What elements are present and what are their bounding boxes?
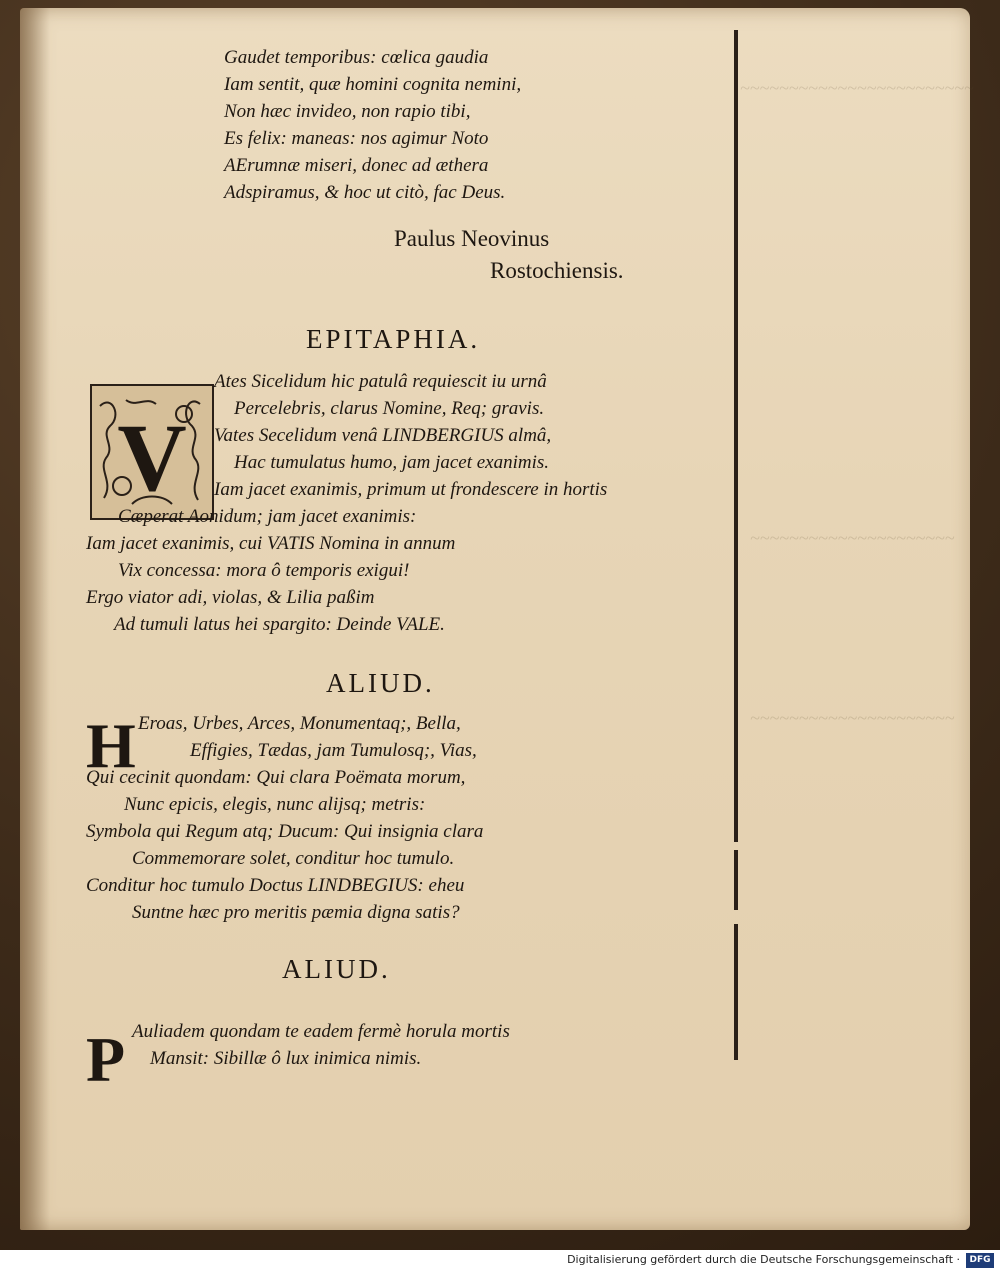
epitaphia-verse-top	[214, 368, 607, 503]
verse-line: Iam jacet exanimis, cui VATIS Nomina in annum	[86, 533, 456, 554]
verse-line: Gaudet temporibus: cœlica gaudia	[224, 47, 489, 68]
gutter-shadow	[20, 8, 50, 1230]
book-page	[20, 8, 974, 1230]
verse-line: Effigies, Tædas, jam Tumulosq;, Vias,	[190, 740, 477, 761]
verse-line: Commemorare solet, conditur hoc tumulo.	[132, 848, 455, 869]
verse-line: Es felix: maneas: nos agimur Noto	[224, 128, 489, 149]
verse-line: Nunc epicis, elegis, nunc alijsq; metris:	[124, 794, 426, 815]
verse-line: Iam jacet exanimis, primum ut frondescere in hortis	[214, 479, 608, 500]
verse-line: AErumnæ miseri, donec ad æthera	[224, 155, 489, 176]
drop-cap: P	[86, 1024, 126, 1095]
aliud-1-verse	[86, 710, 483, 926]
drop-cap: H	[86, 710, 136, 781]
verse-line: Adspiramus, & hoc ut citò, fac Deus.	[224, 182, 506, 203]
signature-place: Rostochiensis.	[490, 258, 624, 283]
verse-line: Eroas, Urbes, Arces, Monumentaq;, Bella,	[138, 713, 461, 734]
verse-line: Auliadem quondam te eadem fermè horula mortis	[132, 1021, 510, 1042]
verse-line: Hac tumulatus humo, jam jacet exanimis.	[234, 452, 550, 473]
verse-line: Qui cecinit quondam: Qui clara Poëmata morum,	[86, 767, 466, 788]
bleed-through: ~~~~~~~~~~~~~~~~~~~~~	[750, 708, 955, 728]
digitization-footer	[0, 1250, 1000, 1272]
vertical-rule	[734, 850, 738, 910]
verse-line: Vates Secelidum venâ LINDBERGIUS almâ,	[214, 425, 552, 446]
verse-line: Symbola qui Regum atq; Ducum: Qui insignia clara	[86, 821, 484, 842]
verse-line: Ergo viator adi, violas, & Lilia paßim	[86, 587, 375, 608]
verse-line: Non hæc invideo, non rapio tibi,	[224, 101, 471, 122]
top-poem	[224, 44, 521, 206]
verse-line: Mansit: Sibillæ ô lux inimica nimis.	[150, 1048, 422, 1069]
verse-line: Conditur hoc tumulo Doctus LINDBEGIUS: eheu	[86, 875, 465, 896]
verse-line: Iam sentit, quæ homini cognita nemini,	[224, 74, 522, 95]
vertical-rule	[734, 924, 738, 1060]
bleed-through: ~~~~~~~~~~~~~~~~~~~~~~~~	[740, 78, 974, 98]
aliud-2-verse	[86, 1018, 510, 1072]
ornament-initial-v-icon	[92, 386, 212, 518]
footer-credit: Digitalisierung gefördert durch die Deutsche Forschungsgemeinschaft ·	[567, 1253, 960, 1266]
vertical-rule	[734, 30, 738, 842]
decorated-initial	[90, 384, 214, 520]
bleed-through: ~~~~~~~~~~~~~~~~~~~~~	[750, 528, 955, 548]
dfg-logo: DFG	[966, 1253, 994, 1268]
signature-name: Paulus Neovinus	[394, 226, 550, 251]
verse-line: Percelebris, clarus Nomine, Req; gravis.	[234, 398, 545, 419]
epitaphia-verse-bottom	[86, 503, 455, 638]
verse-line: Ates Sicelidum hic patulâ requiescit iu urnâ	[214, 371, 547, 392]
verse-line: Ad tumuli latus hei spargito: Deinde VALE.	[114, 614, 445, 635]
verse-line: Vix concessa: mora ô temporis exigui!	[118, 560, 410, 581]
aliud-heading: ALIUD.	[326, 668, 435, 698]
verse-line: Suntne hæc pro meritis pæmia digna satis?	[132, 902, 460, 923]
aliud-heading: ALIUD.	[282, 954, 391, 984]
svg-text:V: V	[117, 404, 187, 511]
verse-line: Cæperat Aonidum; jam jacet exanimis:	[118, 506, 417, 527]
epitaphia-heading: EPITAPHIA.	[306, 324, 481, 354]
